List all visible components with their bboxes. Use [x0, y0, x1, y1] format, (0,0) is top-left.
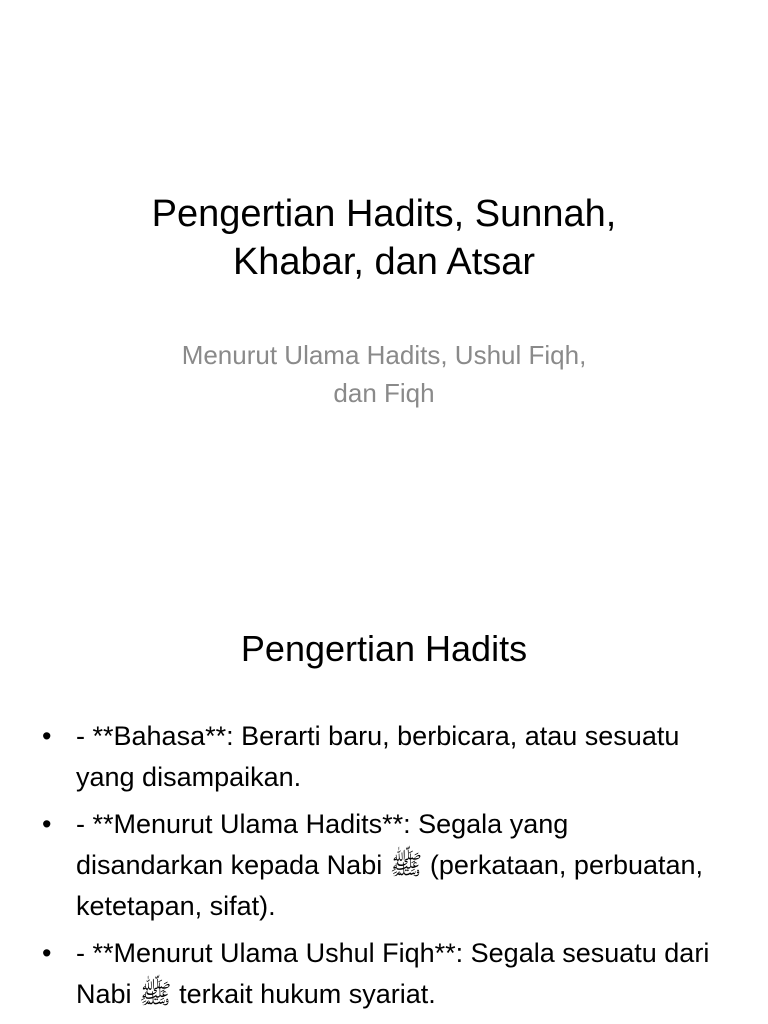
- content-slide-title: Pengertian Hadits: [240, 628, 528, 669]
- slide-title: [40, 190, 728, 286]
- bullet-item-bahasa: [40, 716, 720, 798]
- bullet-icon: •: [42, 938, 52, 968]
- bullet-text: - **Bahasa**: Berarti baru, berbicara, atau sesuatu yang disampaikan.: [76, 721, 680, 792]
- bullet-item-ulama-ushul-fiqh: [40, 933, 720, 1015]
- slide-title-line-1: Pengertian Hadits, Sunnah,: [151, 193, 617, 235]
- bullet-text: - **Menurut Ulama Hadits**: Segala yang disandarkan kepada Nabi ﷺ (perkataan, perbuatan, ketetapan, sifat).: [76, 809, 704, 921]
- bullet-item-ulama-hadits: [40, 804, 720, 927]
- bullet-text: - **Menurut Ulama Ushul Fiqh**: Segala sesuatu dari Nabi ﷺ terkait hukum syariat.: [76, 938, 710, 1009]
- slide-subtitle-line-2: dan Fiqh: [333, 378, 435, 408]
- slide-subtitle: [60, 336, 708, 412]
- slide-title-line-2: Khabar, dan Atsar: [232, 241, 536, 283]
- slide-subtitle-line-1: Menurut Ulama Hadits, Ushul Fiqh,: [181, 340, 587, 370]
- bullet-icon: •: [42, 809, 52, 839]
- bullet-list: [40, 716, 720, 1021]
- content-slide: [0, 576, 768, 1024]
- bullet-icon: •: [42, 721, 52, 751]
